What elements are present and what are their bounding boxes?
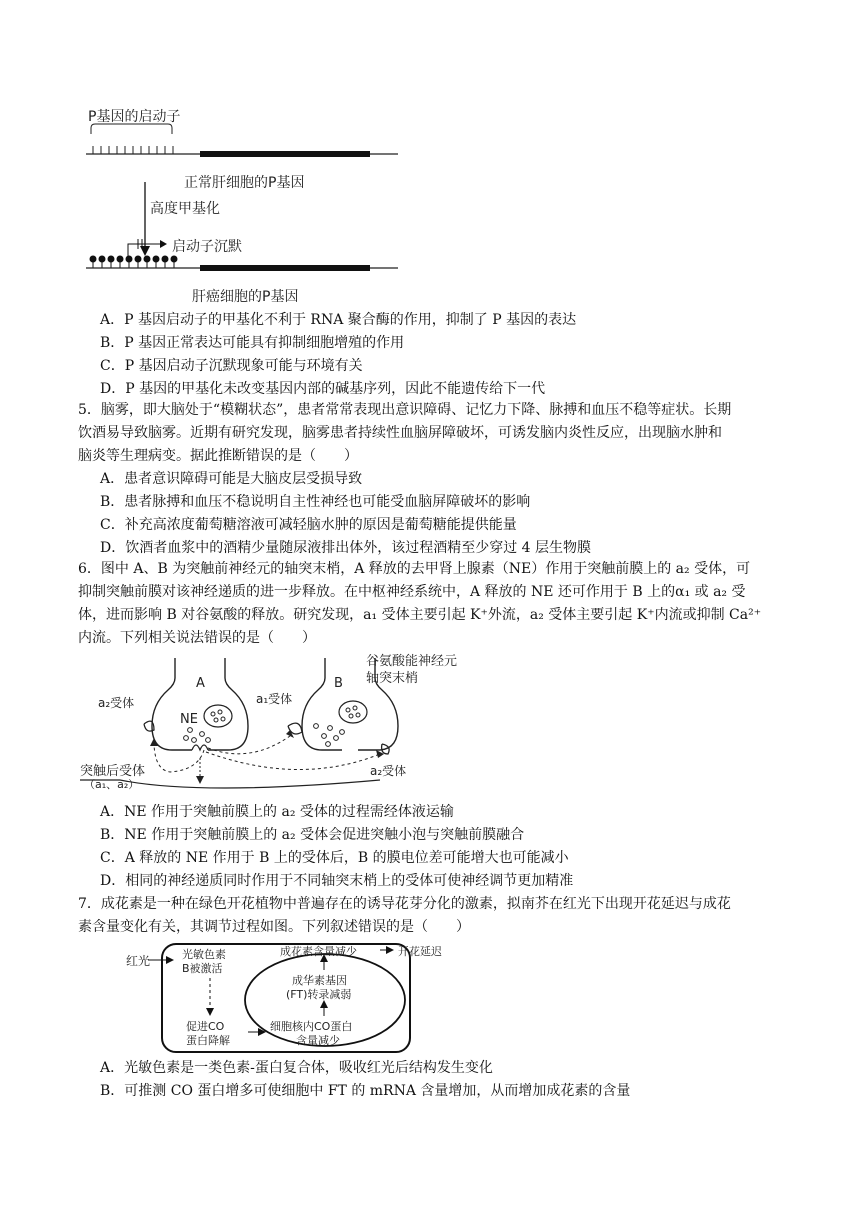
post-receptor-label-1: 突触后受体	[80, 764, 146, 779]
q6-stem-line: 抑制突触前膜对该神经递质的进一步释放。在中枢神经系统中，A 释放的 NE 还可作用于 B 上的α₁ 或 a₂ 受	[78, 584, 746, 600]
phytochrome-label-1: 光敏色素	[182, 948, 226, 961]
flowering-delay-label: 开花延迟	[398, 945, 442, 958]
synapse-figure	[80, 654, 480, 794]
post-receptor-label-2: （a₁、a₂）	[84, 778, 140, 791]
q6-option-c[interactable]: C．A 释放的 NE 作用于 B 上的受体后，B 的膜电位差可能增大也可能减小	[100, 850, 569, 866]
terminal-a-label: A	[196, 676, 205, 691]
q4-option-d[interactable]: D．P 基因的甲基化未改变基因内部的碱基序列，因此不能遗传给下一代	[100, 381, 546, 397]
q4-option-b[interactable]: B．P 基因正常表达可能具有抑制细胞增殖的作用	[100, 335, 405, 351]
phytochrome-label-2: B被激活	[182, 962, 223, 975]
q6-stem-line: 体，进而影响 B 对谷氨酸的释放。研究发现，a₁ 受体主要引起 K⁺外流，a₂ 受体主要引起 K⁺内流或抑制 Ca²⁺	[78, 607, 762, 623]
a2-receptor-right-label: a₂受体	[370, 764, 407, 778]
q6-stem-line: 6．图中 A、B 为突触前神经元的轴突末梢，A 释放的去甲肾上腺素（NE）作用于突触前膜上的 a₂ 受体，可	[78, 561, 751, 577]
silence-label: 启动子沉默	[172, 239, 242, 255]
co-label-2: 含量减少	[296, 1034, 340, 1047]
q6-stem-line: 内流。下列相关说法错误的是（ ）	[78, 630, 316, 646]
q7-option-a[interactable]: A．光敏色素是一类色素-蛋白复合体，吸收红光后结构发生变化	[100, 1060, 493, 1076]
co-label-1: 细胞核内CO蛋白	[270, 1020, 353, 1033]
q6-option-a[interactable]: A．NE 作用于突触前膜上的 a₂ 受体的过程需经体液运输	[100, 804, 454, 820]
terminal-b-label: B	[334, 676, 343, 691]
q5-stem-line: 5．脑雾，即大脑处于“模糊状态”，患者常常表现出意识障碍、记忆力下降、脉搏和血压不稳等症状。长期	[78, 402, 732, 418]
cancer-gene-label: 肝癌细胞的P基因	[192, 289, 299, 305]
gene-diagram	[80, 100, 410, 310]
a1-receptor-label: a₁受体	[256, 692, 293, 706]
ft-label-1: 成华素基因	[292, 974, 347, 987]
q5-option-c[interactable]: C．补充高浓度葡萄糖溶液可减轻脑水肿的原因是葡萄糖能提供能量	[100, 517, 517, 533]
red-light-label: 红光	[126, 954, 151, 968]
glutamate-label-1: 谷氨酸能神经元	[366, 654, 458, 669]
methylation-label: 高度甲基化	[150, 201, 220, 217]
q7-stem-line: 素含量变化有关，其调节过程如图。下列叙述错误的是（ ）	[78, 919, 470, 935]
promote-label-2: 蛋白降解	[186, 1034, 230, 1047]
q6-option-d[interactable]: D．相同的神经递质同时作用于不同轴突末梢上的受体可使神经调节更加精准	[100, 873, 574, 889]
q5-stem	[78, 399, 778, 468]
a2-receptor-left-label: a₂受体	[98, 696, 135, 710]
glutamate-label-2: 轴突末梢	[366, 671, 419, 686]
q5-option-d[interactable]: D．饮酒者血浆中的酒精少量随尿液排出体外，该过程酒精至少穿过 4 层生物膜	[100, 540, 592, 556]
promote-label-1: 促进CO	[186, 1020, 225, 1033]
q5-option-b[interactable]: B．患者脉搏和血压不稳说明自主性神经也可能受血脑屏障破坏的影响	[100, 494, 531, 510]
q6-stem	[78, 558, 778, 650]
q7-option-b[interactable]: B．可推测 CO 蛋白增多可使细胞中 FT 的 mRNA 含量增加，从而增加成花素的含量	[100, 1083, 631, 1099]
ft-label-2: (FT)转录减弱	[286, 988, 352, 1001]
q5-stem-line: 脑炎等生理病变。据此推断错误的是（ ）	[78, 448, 358, 464]
q4-option-a[interactable]: A．P 基因启动子的甲基化不利于 RNA 聚合酶的作用，抑制了 P 基因的表达	[100, 312, 577, 328]
q5-stem-line: 饮酒易导致脑雾。近期有研究发现，脑雾患者持续性血脑屏障破坏，可诱发脑内炎性反应，出现脑水肿和	[78, 425, 722, 441]
normal-gene-label: 正常肝细胞的P基因	[184, 175, 305, 191]
q5-option-a[interactable]: A．患者意识障碍可能是大脑皮层受损导致	[100, 471, 363, 487]
q6-option-b[interactable]: B．NE 作用于突触前膜上的 a₂ 受体会促进突触小泡与突触前膜融合	[100, 827, 525, 843]
florigen-decrease-label: 成花素含量减少	[280, 945, 357, 958]
ne-label: NE	[180, 712, 198, 727]
q7-stem	[78, 893, 778, 939]
q7-stem-line: 7．成花素是一种在绿色开花植物中普遍存在的诱导花芽分化的激素，拟南芥在红光下出现开花延迟与成花	[78, 896, 731, 912]
figure-p-gene	[80, 100, 410, 310]
promoter-label: P基因的启动子	[88, 109, 181, 125]
q4-option-c[interactable]: C．P 基因启动子沉默现象可能与环境有关	[100, 358, 363, 374]
flowering-figure	[120, 940, 480, 1056]
